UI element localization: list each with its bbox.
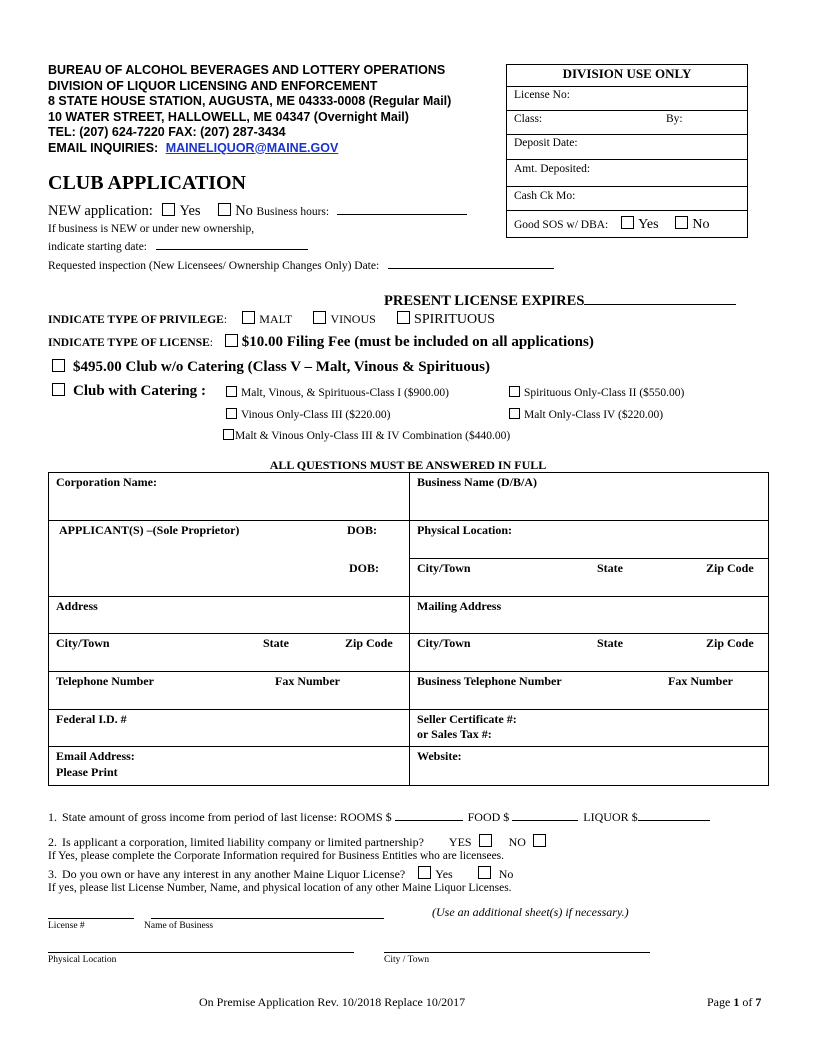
business-name-line[interactable] [151,918,384,919]
class34-label: Malt & Vinous Only-Class III & IV Combination ($440.00) [235,430,511,442]
spirituous-label: SPIRITUOUS [414,312,495,327]
club-no-catering-checkbox[interactable] [52,359,65,372]
mailing-city-field[interactable]: City/Town [417,636,471,650]
business-name-caption: Name of Business [144,921,214,931]
email-address-field[interactable]: Email Address: [56,749,135,763]
email-label: EMAIL INQUIRIES: [48,140,159,155]
physical-location-caption: Physical Location [48,955,117,965]
catering-class4-option [509,408,663,421]
q3-no-label: No [498,867,514,881]
physical-location-field[interactable]: Physical Location: [417,523,512,537]
q1-number: 1. [48,810,57,824]
page-total: 7 [755,995,762,1009]
liquor-income-input[interactable] [638,809,710,821]
page-of: of [742,995,753,1009]
question-3 [48,866,513,882]
applicant-state-field[interactable]: State [263,636,289,650]
cash-ck-mo-field[interactable]: Cash Ck Mo: [514,190,576,202]
club-catering-checkbox[interactable] [52,383,65,396]
new-app-yes-label: Yes [179,203,201,219]
email-link[interactable]: MAINELIQUOR@MAINE.GOV [165,140,339,155]
city-town-line[interactable] [384,952,650,953]
good-sos-no-label: No [692,217,710,232]
new-ownership-note: If business is NEW or under new ownership, [48,223,255,235]
privilege-row: INDICATE TYPE OF PRIVILEGE: MALT VINOUS SPIRITUOUS [48,312,495,327]
additional-sheet-note: (Use an additional sheet(s) if necessary.) [432,905,629,919]
license-no-field[interactable]: License No: [514,89,570,101]
agency-header [48,63,451,156]
vinous-label: VINOUS [330,312,376,326]
mailing-zip-field[interactable]: Zip Code [706,636,754,650]
physical-city-field[interactable]: City/Town [417,561,471,575]
new-app-yes-checkbox[interactable] [162,203,175,216]
applicant-zip-field[interactable]: Zip Code [345,636,393,650]
q2-text: Is applicant a corporation, limited liability company or limited partnership? [62,835,424,849]
good-sos-yes-checkbox[interactable] [621,216,634,229]
q2-no-checkbox[interactable] [533,834,546,847]
catering-class2-option [509,386,684,399]
license-expires-input[interactable] [584,290,736,305]
division-use-title: DIVISION USE ONLY [562,66,692,81]
dob-field-1[interactable]: DOB: [347,523,377,537]
vinous-checkbox[interactable] [313,311,326,324]
mailing-address-field[interactable]: Mailing Address [417,599,502,613]
regular-mail-address: 8 STATE HOUSE STATION, AUGUSTA, ME 04333-0008 (Regular Mail) [48,94,452,108]
city-town-caption: City / Town [384,955,430,965]
new-app-no-checkbox[interactable] [218,203,231,216]
class3-checkbox[interactable] [226,408,237,419]
new-application-row [48,203,467,220]
fax-field[interactable]: Fax Number [275,674,340,688]
class4-checkbox[interactable] [509,408,520,419]
by-field[interactable]: By: [666,113,683,125]
form-title: CLUB APPLICATION [48,172,246,194]
q3-text: Do you own or have any interest in any another Maine Liquor License? [62,867,406,881]
good-sos-yes-label: Yes [638,217,659,232]
deposit-date-field[interactable]: Deposit Date: [514,137,578,149]
q3-no-checkbox[interactable] [478,866,491,879]
federal-id-field[interactable]: Federal I.D. # [56,712,127,726]
physical-state-field[interactable]: State [597,561,623,575]
spirituous-checkbox[interactable] [397,311,410,324]
address-field[interactable]: Address [56,599,98,613]
privilege-label: INDICATE TYPE OF PRIVILEGE [48,314,224,326]
website-field[interactable]: Website: [417,749,462,763]
email-line [48,141,451,157]
telephone-field[interactable]: Telephone Number [56,674,154,688]
business-fax-field[interactable]: Fax Number [668,674,733,688]
good-sos-row [514,216,710,233]
q3-yes-label: Yes [435,867,453,881]
q1-text: State amount of gross income from period of last license: ROOMS $ [62,810,392,824]
physical-location-line[interactable] [48,952,354,953]
division-name: DIVISION OF LIQUOR LICENSING AND ENFORCEMENT [48,78,378,93]
inspection-row [48,257,554,272]
present-license-label: PRESENT LICENSE EXPIRES [384,293,585,309]
class34-checkbox[interactable] [223,429,234,440]
business-name-field[interactable]: Business Name (D/B/A) [417,475,538,489]
dob-field-2[interactable]: DOB: [349,561,379,575]
starting-date-label: indicate starting date: [48,241,147,253]
business-hours-label: Business hours: [256,206,330,218]
applicant-city-field[interactable]: City/Town [56,636,110,650]
mailing-state-field[interactable]: State [597,636,623,650]
class4-label: Malt Only-Class IV ($220.00) [524,409,664,421]
please-print-note: Please Print [56,765,118,779]
class1-checkbox[interactable] [226,386,237,397]
applicants-field[interactable]: APPLICANT(S) –(Sole Proprietor) [59,523,240,537]
inspection-date-input[interactable] [388,257,554,269]
club-catering-row: Club with Catering : [52,383,206,400]
q3-number: 3. [48,867,57,881]
physical-zip-field[interactable]: Zip Code [706,561,754,575]
q2-no-label: NO [508,835,526,849]
sales-tax-field[interactable]: or Sales Tax #: [417,727,492,741]
malt-checkbox[interactable] [242,311,255,324]
malt-label: MALT [259,312,293,326]
q1-food-label: FOOD $ [467,810,510,824]
page-current: 1 [733,995,740,1009]
good-sos-no-checkbox[interactable] [675,216,688,229]
amt-deposited-field[interactable]: Amt. Deposited: [514,163,591,175]
license-number-line[interactable] [48,918,134,919]
catering-class1-option [226,386,449,399]
present-license-row [384,290,736,310]
catering-class34-option [223,429,510,442]
revision-note: On Premise Application Rev. 10/2018 Replace 10/2017 [199,995,466,1009]
class2-label: Spirituous Only-Class II ($550.00) [524,387,685,399]
q1-liquor-label: LIQUOR $ [583,810,638,824]
good-sos-label: Good SOS w/ DBA: [514,219,609,231]
license-type-row: INDICATE TYPE OF LICENSE: $10.00 Filing Fee (must be included on all applications) [48,334,594,350]
page-number [707,995,761,1010]
all-questions-note: ALL QUESTIONS MUST BE ANSWERED IN FULL [269,458,547,472]
starting-date-row [48,238,308,253]
inspection-label: Requested inspection (New Licensees/ Ownership Changes Only) Date: [48,260,380,272]
q3-yes-checkbox[interactable] [418,866,431,879]
license-number-caption: License # [48,921,85,931]
food-income-input[interactable] [512,809,578,821]
business-telephone-field[interactable]: Business Telephone Number [417,674,562,688]
seller-certificate-field[interactable]: Seller Certificate #: [417,712,517,726]
question-1 [48,809,710,825]
club-no-catering-label: $495.00 Club w/o Catering (Class V – Malt, Vinous & Spirituous) [73,359,490,375]
filing-fee-label: $10.00 Filing Fee (must be included on all applications) [241,334,594,350]
filing-fee-checkbox[interactable] [225,334,238,347]
class2-checkbox[interactable] [509,386,520,397]
business-hours-input[interactable] [337,203,467,215]
question-2 [48,834,550,850]
q2-followup: If Yes, please complete the Corporate Information required for Business Entities who are licensees. [48,850,505,862]
corporation-name-field[interactable]: Corporation Name: [56,475,157,489]
overnight-mail-address: 10 WATER STREET, HALLOWELL, ME 04347 (Overnight Mail) [48,109,409,124]
catering-class3-option [226,408,390,421]
q2-yes-label: YES [448,835,472,849]
class3-label: Vinous Only-Class III ($220.00) [241,409,391,421]
starting-date-input[interactable] [156,238,308,250]
q3-followup: If yes, please list License Number, Name, and physical location of any other Maine Liquor Licenses. [48,882,512,894]
rooms-income-input[interactable] [395,809,463,821]
page-prefix: Page [707,995,731,1009]
license-type-label: INDICATE TYPE OF LICENSE [48,337,210,349]
club-no-catering-row [52,359,490,376]
new-application-label: NEW application: [48,203,153,219]
class-field[interactable]: Class: [514,113,543,125]
q2-yes-checkbox[interactable] [479,834,492,847]
new-app-no-label: No [235,203,253,219]
club-catering-label: Club with Catering [73,383,198,399]
class1-label: Malt, Vinous, & Spirituous-Class I ($900.00) [241,387,450,399]
agency-name: BUREAU OF ALCOHOL BEVERAGES AND LOTTERY OPERATIONS [48,63,446,77]
phone-fax: TEL: (207) 624-7220 FAX: (207) 287-3434 [48,125,286,139]
q2-number: 2. [48,835,57,849]
